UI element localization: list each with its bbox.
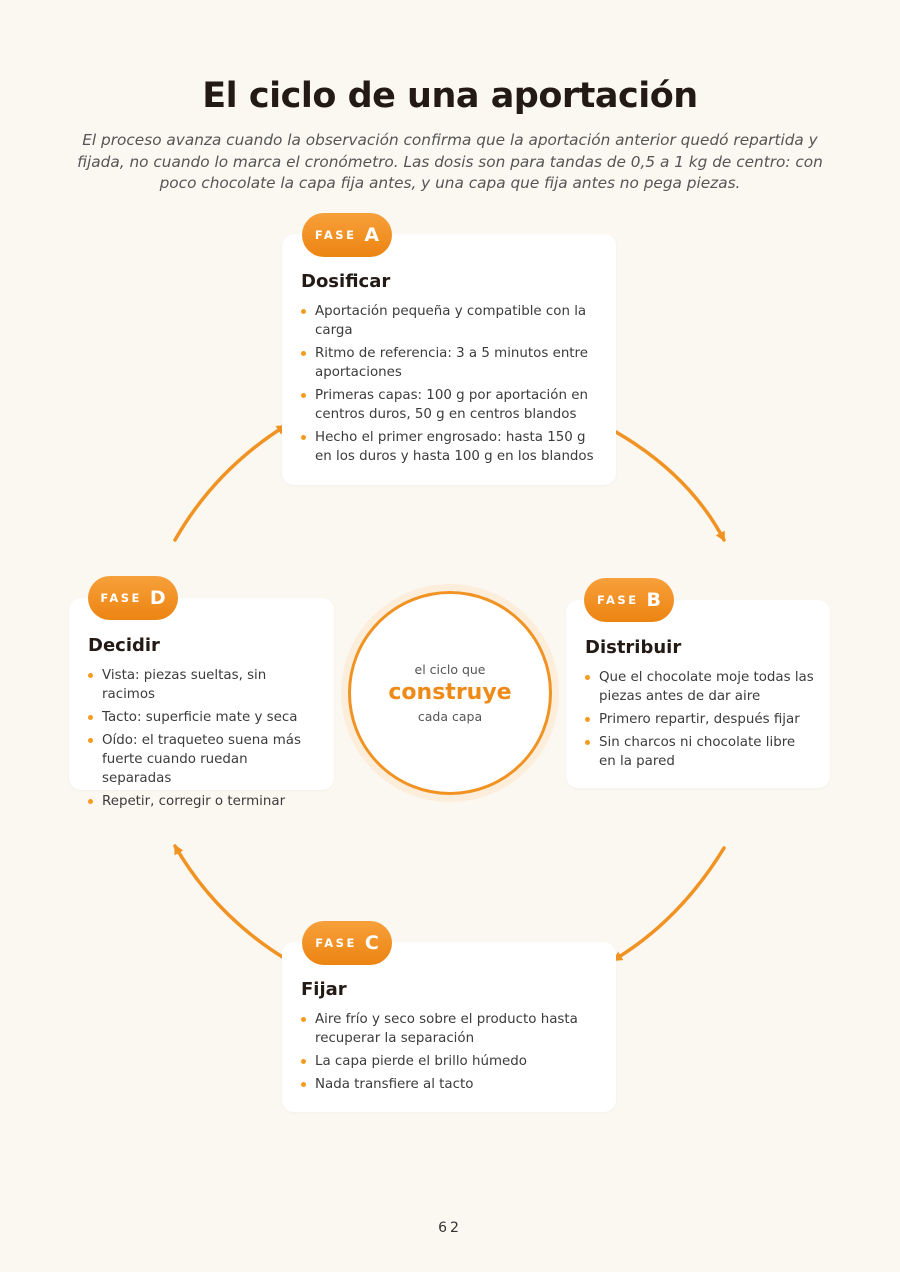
- center-bottom-text: cada capa: [417, 709, 483, 724]
- phase-list: [585, 668, 816, 775]
- list-item: Nada transfiere al tacto: [301, 1075, 602, 1094]
- bullet-icon: [301, 1059, 306, 1064]
- phase-card-b: [566, 600, 830, 788]
- phase-title: Fijar: [301, 979, 347, 1000]
- list-item: Oído: el traqueteo suena más fuerte cuando ruedan separadas: [88, 731, 320, 788]
- center-top-text: el ciclo que: [414, 662, 486, 677]
- phase-title: Decidir: [88, 635, 160, 656]
- arrow-c-to-d: [175, 846, 284, 958]
- bullet-icon: [301, 1082, 306, 1087]
- list-item: Vista: piezas sueltas, sin racimos: [88, 666, 320, 704]
- bullet-icon: [301, 393, 306, 398]
- phase-list: [88, 666, 320, 815]
- arrow-d-to-a: [175, 426, 285, 540]
- list-item: Aportación pequeña y compatible con la carga: [301, 302, 602, 340]
- bullet-icon: [301, 351, 306, 356]
- bullet-icon: [88, 738, 93, 743]
- bullet-icon: [301, 435, 306, 440]
- phase-title: Distribuir: [585, 637, 682, 658]
- bullet-icon: [88, 799, 93, 804]
- list-item: Hecho el primer engrosado: hasta 150 g en los duros y hasta 100 g en los blandos: [301, 428, 602, 466]
- center-main-text: construye: [388, 680, 512, 705]
- bullet-icon: [585, 675, 590, 680]
- phase-badge-d: FASE D: [88, 576, 178, 620]
- list-item: Ritmo de referencia: 3 a 5 minutos entre aportaciones: [301, 344, 602, 382]
- center-ring: [348, 591, 552, 795]
- phase-card-a: [282, 234, 616, 485]
- phase-title: Dosificar: [301, 271, 391, 292]
- page-subtitle: El proceso avanza cuando la observación confirma que la aportación anterior quedó repartida y fijada, no cuando lo marca el cronómetro. Las dosis son para tandas de 0,5 a 1 kg de centro: con poco chocolate la capa fija antes, y una capa que fija antes no pega piezas.: [77, 131, 823, 192]
- phase-list: [301, 302, 602, 470]
- phase-badge-b: FASE B: [584, 578, 674, 622]
- list-item: Aire frío y seco sobre el producto hasta recuperar la separación: [301, 1010, 602, 1048]
- bullet-icon: [301, 309, 306, 314]
- bullet-icon: [88, 715, 93, 720]
- list-item: Primeras capas: 100 g por aportación en centros duros, 50 g en centros blandos: [301, 386, 602, 424]
- bullet-icon: [88, 673, 93, 678]
- phase-card-d: [69, 598, 334, 809]
- phase-badge-a: FASE A: [302, 213, 392, 257]
- list-item: Repetir, corregir o terminar: [88, 792, 320, 811]
- arrow-a-to-b: [616, 432, 724, 540]
- list-item: Tacto: superficie mate y seca: [88, 708, 320, 727]
- page-number: 62: [438, 1220, 462, 1236]
- phase-list: [301, 1010, 602, 1098]
- page-title: El ciclo de una aportación: [202, 76, 698, 116]
- list-item: Sin charcos ni chocolate libre en la pared: [585, 733, 816, 771]
- phase-card-c: [282, 942, 616, 1112]
- bullet-icon: [301, 1017, 306, 1022]
- arrow-b-to-c: [614, 848, 724, 960]
- center-circle: [341, 584, 559, 802]
- list-item: Que el chocolate moje todas las piezas antes de dar aire: [585, 668, 816, 706]
- phase-badge-c: FASE C: [302, 921, 392, 965]
- bullet-icon: [585, 740, 590, 745]
- list-item: La capa pierde el brillo húmedo: [301, 1052, 602, 1071]
- list-item: Primero repartir, después fijar: [585, 710, 816, 729]
- bullet-icon: [585, 717, 590, 722]
